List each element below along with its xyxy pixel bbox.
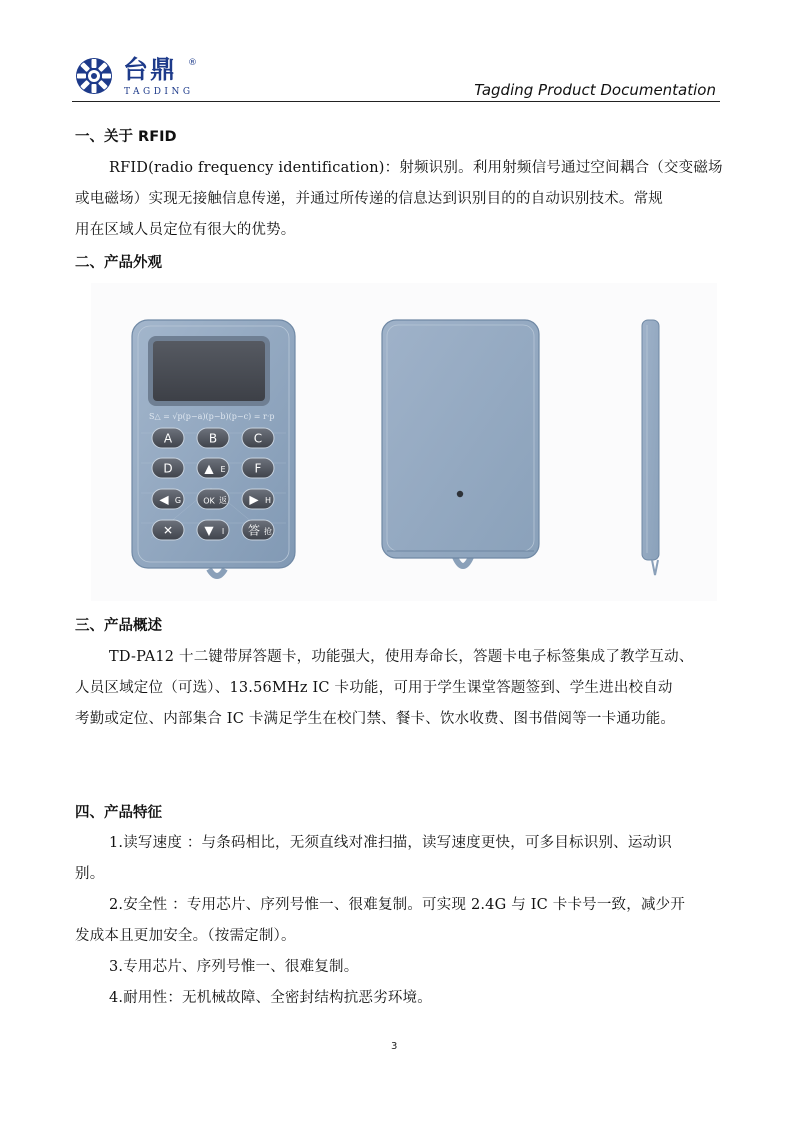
paragraph-line: RFID(radio frequency identification)：射频识别。利用射频信号通过空间耦合（交变磁场 [109,160,723,176]
device-back-view [382,320,539,566]
logo-emblem-icon [74,56,114,96]
paragraph-line: TD-PA12 十二键带屏答题卡，功能强大，使用寿命长，答题卡电子标签集成了教学互动、 [109,649,694,665]
keypad-key[interactable] [152,428,184,448]
key-label: ▼ [204,523,214,538]
section-3-heading: 三、产品概述 [75,618,162,634]
keypad-key[interactable] [152,489,184,509]
key-sub-label: E [220,465,226,474]
paragraph-line: 人员区域定位（可选）、13.56MHz IC 卡功能，可用于学生课堂答题签到、学生进出校自动 [75,680,673,696]
logo-english-name: TAGDING [124,87,194,97]
registered-mark: ® [188,58,197,68]
key-sub-label: G [174,496,182,505]
key-label: A [163,431,173,446]
keypad-key[interactable] [197,489,229,509]
lcd-screen [153,341,265,401]
indicator-light [457,491,463,497]
key-label: B [208,431,218,446]
section-1-heading: 一、关于 RFID [75,129,177,145]
paragraph-line: 用在区域人员定位有很大的优势。 [75,222,296,238]
feature-item: 2.安全性 ：专用芯片、序列号惟一、很难复制。可实现 2.4G 与 IC 卡卡号一致，减少开 [109,897,686,913]
keypad-key[interactable] [152,520,184,540]
key-label: ▲ [204,461,214,476]
document-title: Tagding Product Documentation [474,81,716,99]
feature-item-continued: 别。 [75,866,105,882]
section-3-body [75,642,723,735]
key-label: ▶ [249,492,259,507]
key-label: ◀ [159,492,169,507]
section-2-heading: 二、产品外观 [75,255,162,271]
key-sub-label: H [264,496,272,505]
section-1-body [75,153,723,246]
keypad-key[interactable] [242,520,274,540]
keypad-key[interactable] [197,458,229,478]
key-label: 答 [247,523,261,538]
header-divider [72,101,720,102]
keypad-key[interactable] [197,428,229,448]
device-side-view [642,320,659,575]
key-label: C [253,431,263,446]
keypad-key[interactable] [152,458,184,478]
product-illustration [91,283,717,601]
feature-item: 4.耐用性：无机械故障、全密封结构抗恶劣环境。 [109,990,432,1006]
formula-print: S△ = √p(p−a)(p−b)(p−c) = r·p [149,412,275,421]
company-logo [72,54,202,100]
paragraph-line: 或电磁场）实现无接触信息传递，并通过所传递的信息达到识别目的的自动识别技术。常规 [75,191,663,207]
key-sub-label: 返 [219,496,227,505]
section-4-heading: 四、产品特征 [75,805,162,821]
product-appearance-image [91,283,717,601]
page-number: 3 [391,1041,398,1052]
keypad-key[interactable] [242,458,274,478]
keypad-key[interactable] [197,520,229,540]
feature-item: 3.专用芯片、序列号惟一、很难复制。 [109,959,359,975]
paragraph-line: 考勤或定位、内部集合 IC 卡满足学生在校门禁、餐卡、饮水收费、图书借阅等一卡通功能。 [75,711,676,727]
section-4-body [75,828,723,1014]
feature-item-continued: 发成本且更加安全。（按需定制）。 [75,928,296,944]
device-front-view [132,320,295,576]
key-sub-label: I [221,527,225,536]
page-header [72,50,720,104]
logo-chinese-name: 台鼎 [123,55,178,84]
feature-item: 1.读写速度 ：与条码相比，无须直线对准扫描，读写速度更快，可多目标识别、运动识 [109,835,672,851]
key-label: F [254,461,262,476]
key-label: ✕ [162,523,174,538]
key-sub-label: 抢 [264,527,272,536]
key-label: OK [203,496,215,506]
keypad-key[interactable] [242,428,274,448]
key-label: D [163,461,173,476]
keypad-key[interactable] [242,489,274,509]
